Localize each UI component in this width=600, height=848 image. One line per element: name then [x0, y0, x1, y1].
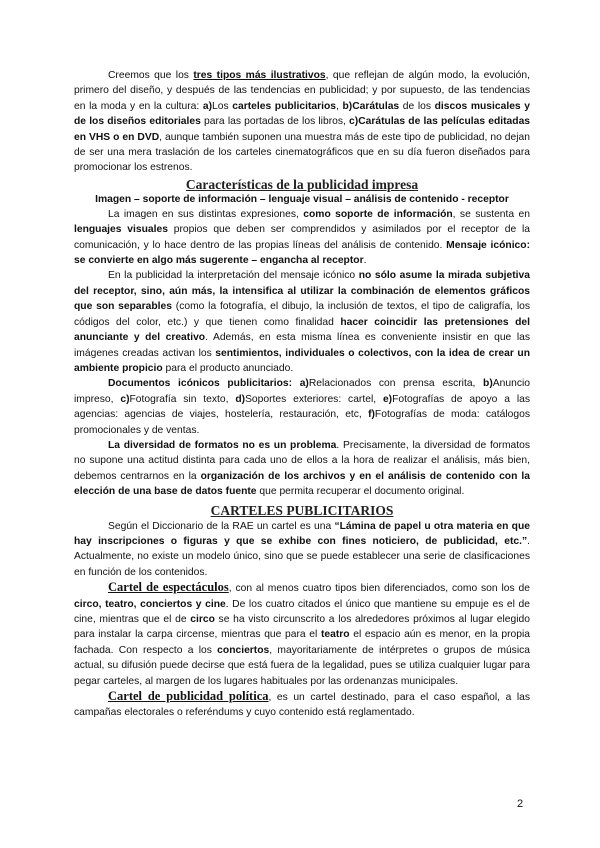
heading-carteles: CARTELES PUBLICITARIOS: [210, 502, 394, 518]
paragraph-politica: Cartel de publicidad política, es un cartel destinado, para el caso español, a las campañas electorales o referéndums y cuyo contenido está reglamentado.: [74, 689, 531, 719]
paragraph-documentos-iconicos: Documentos icónicos publicitarios: a)Relacionados con prensa escrita, b)Anuncio impreso, c)Fotografía sin texto, d)Soportes exteriores: cartel, e)Fotografías de apoyo a las agencias: agencias de viajes, hostelería, restauración, etc, f)Fotografías de moda: catálogos promocionales y de ventas.: [74, 378, 530, 436]
paragraph-interpretacion: En la publicidad la interpretación del mensaje icónico no sólo asume la mirada subjetiva del receptor, sino, aún más, la intensifica al utilizar la combinación de elementos gráficos que son separables (como la fotografía, el dibujo, la inclusión de textos, el tipo de caligrafía, los códigos del color, etc.) y que tienen como finalidad hacer coincidir las pretensiones del anunciante y del creativo. Además, en esta misma línea es conveniente insistir en que las imágenes creadas activan los sentimientos, individuales o colectivos, con la idea de crear un ambiente propicio para el producto anunciado.: [74, 270, 530, 374]
page-number: 2: [517, 798, 524, 810]
paragraph-imagen: La imagen en sus distintas expresiones, como soporte de información, se sustenta en lenguajes visuales propios que deben ser comprendidos y asimilados por el receptor de la comunicación, y lo hace dentro de las propias líneas del análisis de contenido. Mensaje icónico: se convierte en algo más sugerente – engancha al receptor.: [74, 208, 530, 267]
heading-caracteristicas: Características de la publicidad impresa: [185, 176, 419, 192]
paragraph-intro: Creemos que los tres tipos más ilustrativos, que reflejan de algún modo, la evolución, primero del diseño, y después de las tendencias en publicidad; y por supuesto, de las tendencias en la moda y en la cultura: a)Los carteles publicitarios, b)Carátulas de los discos musicales y de los diseños editoriales para las portadas de los libros, c)Carátulas de las películas editadas en VHS o en DVD, aunque también suponen una muestra más de este tipo de publicidad, no dejan de ser una mera traslación de los carteles cinematográficos que en su día fueron diseñados para promocionar los estrenos.: [74, 70, 531, 174]
paragraph-espectaculos: Cartel de espectáculos, con al menos cuatro tipos bien diferenciados, como son los de circo, teatro, conciertos y cine. De los cuatro citados el único que mantiene su empuje es el de cine, mientras que el de circo se ha visto circunscrito a los alrededores próximos al lugar elegido para instalar la carpa circense, mientras que para el teatro el espacio aún es menor, en la propia fachada. Con respecto a los conciertos, mayoritariamente de intérpretes o grupos de música actual, su difusión puede decirse que está fuera de la legalidad, pues se utiliza cualquier lugar para pegar carteles, al margen de los lugares habituales por las ordenanzas municipales.: [74, 580, 530, 687]
paragraph-rae: Según el Diccionario de la RAE un cartel es una “Lámina de papel u otra materia en que hay inscripciones o figuras y que se exhibe con fines noticiero, de publicidad, etc.”. Actualmente, no existe un modelo único, sino que se puede establecer una serie de clasificaciones en función de los contenidos.: [74, 520, 530, 578]
document-page: [74, 68, 530, 721]
subheading-imagen: Imagen – soporte de información – lenguaje visual – análisis de contenido - receptor: [95, 193, 509, 205]
paragraph-diversidad: La diversidad de formatos no es un problema. Precisamente, la diversidad de formatos no supone una actitud distinta para cada uno de ellos a la hora de realizar el análisis, más bien, debemos centrarnos en la organización de los archivos y en el análisis de contenido con la elección de una base de datos fuente que permita recuperar el documento original.: [74, 439, 531, 498]
